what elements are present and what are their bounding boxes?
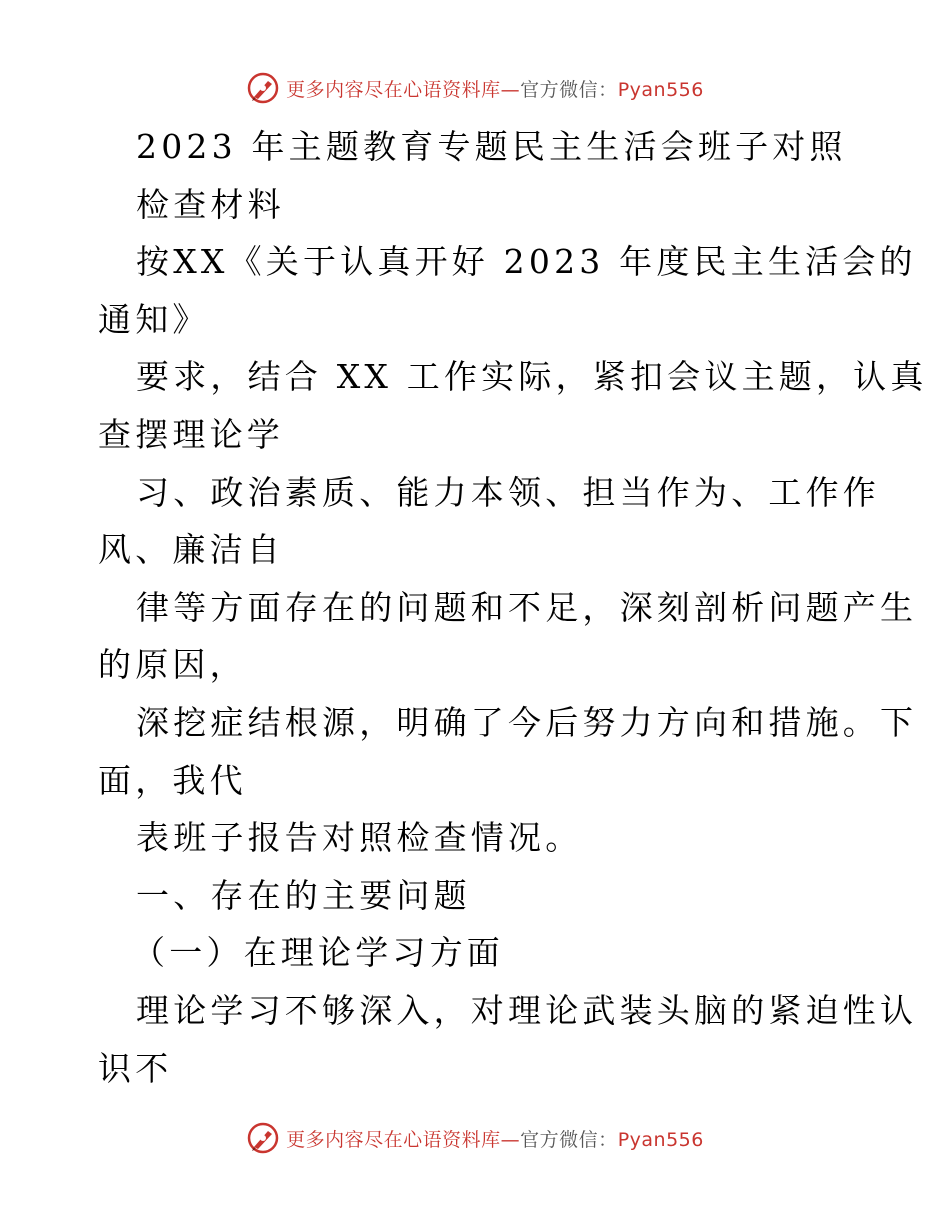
paragraph-line: 要求，结合 XX 工作实际，紧扣会议主题，认真 [136,357,928,397]
subsection-heading: （一）在理论学习方面 [132,933,504,973]
paragraph-line: 习、政治素质、能力本领、担当作为、工作作 [136,472,880,512]
watermark-wechat-id: Pyan556 [617,78,704,101]
paragraph-line: 查摆理论学 [98,414,284,454]
document-title-line: 检查材料 [136,184,285,224]
paragraph-line: 风、廉洁自 [98,530,284,570]
paragraph-line: 按XX《关于认真开好 2023 年度民主生活会的 [136,242,917,282]
watermark-site-text: 更多内容尽在心语资料库 [286,78,501,101]
watermark-site-text: 更多内容尽在心语资料库 [286,1128,501,1151]
paragraph-line: 深挖症结根源，明确了今后努力方向和措施。下 [136,702,918,742]
watermark-separator: — [500,78,521,101]
paragraph-line: 的原因， [98,645,247,685]
document-title-line: 2023 年主题教育专题民主生活会班子对照 [136,127,847,166]
watermark-footer [0,1118,950,1158]
paragraph-line: 面，我代 [98,760,247,800]
watermark-text [286,1125,704,1152]
watermark-separator: — [500,1128,521,1151]
watermark-text [286,75,704,102]
pen-circle-logo-icon [246,1121,280,1155]
document-body [98,118,928,1097]
watermark-wechat-label: 官方微信： [520,78,618,101]
paragraph-line: 律等方面存在的问题和不足，深刻剖析问题产生 [136,587,918,627]
pen-circle-logo-icon [246,71,280,105]
watermark-header [0,68,950,108]
watermark-wechat-id: Pyan556 [617,1128,704,1151]
paragraph-line: 识不 [98,1048,173,1088]
paragraph-line: 理论学习不够深入，对理论武装头脑的紧迫性认 [136,990,918,1030]
paragraph-line: 通知》 [98,299,210,339]
section-heading: 一、存在的主要问题 [136,875,471,915]
paragraph-line: 表班子报告对照检查情况。 [136,818,583,858]
watermark-wechat-label: 官方微信： [520,1128,618,1151]
